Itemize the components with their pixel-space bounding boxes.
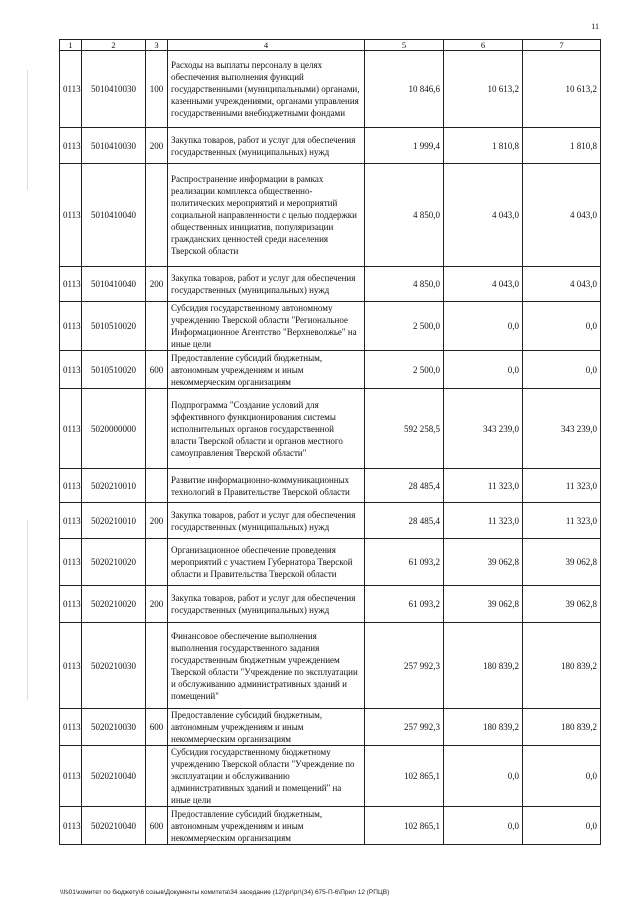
amount-year-3: 180 839,2: [523, 709, 601, 746]
amount-year-2: 0,0: [444, 302, 523, 351]
section-code: 0113: [60, 469, 82, 503]
target-item-code: 5010410040: [82, 164, 146, 267]
table-row: [60, 623, 601, 709]
section-code: 0113: [60, 539, 82, 586]
amount-year-1: 2 500,0: [365, 351, 444, 389]
target-item-code: 5010410030: [82, 128, 146, 164]
expense-type-code: 200: [146, 128, 168, 164]
target-item-code: 5010510020: [82, 351, 146, 389]
amount-year-2: 39 062,8: [444, 586, 523, 623]
amount-year-3: 4 043,0: [523, 164, 601, 267]
amount-year-1: 102 865,1: [365, 807, 444, 845]
target-item-code: 5020210030: [82, 623, 146, 709]
amount-year-2: 11 323,0: [444, 503, 523, 539]
item-name: Подпрограмма "Создание условий для эффективного функционирования системы исполнительных органов государственной власти Тверской области и органов местного самоуправления Тверской области": [168, 389, 365, 469]
target-item-code: 5020210010: [82, 469, 146, 503]
amount-year-2: 180 839,2: [444, 623, 523, 709]
section-code: 0113: [60, 51, 82, 128]
table-row: [60, 503, 601, 539]
item-name: Распространение информации в рамках реализации комплекса общественно-политических мероприятий и мероприятий социальной направленности с целью поддержки общественных инициатив, популяризации гражданских ценностей среди населения Тверской области: [168, 164, 365, 267]
target-item-code: 5020000000: [82, 389, 146, 469]
amount-year-1: 28 485,4: [365, 503, 444, 539]
table-row: [60, 267, 601, 302]
expense-type-code: 200: [146, 503, 168, 539]
amount-year-1: 257 992,3: [365, 623, 444, 709]
amount-year-1: 2 500,0: [365, 302, 444, 351]
amount-year-3: 4 043,0: [523, 267, 601, 302]
expense-type-code: [146, 623, 168, 709]
amount-year-1: 102 865,1: [365, 746, 444, 807]
amount-year-1: 1 999,4: [365, 128, 444, 164]
expense-type-code: 100: [146, 51, 168, 128]
item-name: Развитие информационно-коммуникационных технологий в Правительстве Тверской области: [168, 469, 365, 503]
item-name: Предоставление субсидий бюджетным, автономным учреждениям и иным некоммерческим организациям: [168, 807, 365, 845]
amount-year-2: 10 613,2: [444, 51, 523, 128]
table-row: [60, 586, 601, 623]
target-item-code: 5010510020: [82, 302, 146, 351]
item-name: Закупка товаров, работ и услуг для обеспечения государственных (муниципальных) нужд: [168, 267, 365, 302]
amount-year-1: 61 093,2: [365, 586, 444, 623]
table-row: [60, 539, 601, 586]
amount-year-3: 0,0: [523, 351, 601, 389]
amount-year-3: 39 062,8: [523, 586, 601, 623]
expense-type-code: 600: [146, 351, 168, 389]
column-header: 4: [168, 40, 365, 51]
target-item-code: 5020210010: [82, 503, 146, 539]
amount-year-3: 0,0: [523, 807, 601, 845]
amount-year-1: 28 485,4: [365, 469, 444, 503]
expense-type-code: 200: [146, 267, 168, 302]
section-code: 0113: [60, 128, 82, 164]
amount-year-3: 10 613,2: [523, 51, 601, 128]
budget-table: [59, 39, 601, 845]
item-name: Субсидия государственному автономному учреждению Тверской области "Региональное Информационное Агентство "Верхневолжье" на иные цели: [168, 302, 365, 351]
item-name: Предоставление субсидий бюджетным, автономным учреждениям и иным некоммерческим организациям: [168, 351, 365, 389]
column-header: 2: [82, 40, 146, 51]
item-name: Закупка товаров, работ и услуг для обеспечения государственных (муниципальных) нужд: [168, 128, 365, 164]
target-item-code: 5020210020: [82, 586, 146, 623]
expense-type-code: 600: [146, 709, 168, 746]
target-item-code: 5020210030: [82, 709, 146, 746]
amount-year-3: 180 839,2: [523, 623, 601, 709]
page-number: 11: [591, 22, 599, 31]
table-row: [60, 351, 601, 389]
amount-year-3: 1 810,8: [523, 128, 601, 164]
expense-type-code: [146, 746, 168, 807]
amount-year-2: 4 043,0: [444, 267, 523, 302]
expense-type-code: [146, 302, 168, 351]
section-code: 0113: [60, 623, 82, 709]
item-name: Финансовое обеспечение выполнения выполнения государственного задания государственным бюджетным учреждением Тверской области "Учреждение по эксплуатации и обслуживанию административных зданий и помещений": [168, 623, 365, 709]
expense-type-code: [146, 539, 168, 586]
table-row: [60, 164, 601, 267]
section-code: 0113: [60, 164, 82, 267]
amount-year-1: 592 258,5: [365, 389, 444, 469]
section-code: 0113: [60, 267, 82, 302]
table-row: [60, 128, 601, 164]
amount-year-3: 343 239,0: [523, 389, 601, 469]
table-row: [60, 709, 601, 746]
expense-type-code: [146, 469, 168, 503]
item-name: Закупка товаров, работ и услуг для обеспечения государственных (муниципальных) нужд: [168, 586, 365, 623]
section-code: 0113: [60, 302, 82, 351]
margin-mark: [27, 520, 28, 700]
amount-year-3: 11 323,0: [523, 469, 601, 503]
expense-type-code: 600: [146, 807, 168, 845]
amount-year-2: 180 839,2: [444, 709, 523, 746]
section-code: 0113: [60, 586, 82, 623]
amount-year-2: 0,0: [444, 746, 523, 807]
table-row: [60, 746, 601, 807]
table-row: [60, 51, 601, 128]
amount-year-1: 61 093,2: [365, 539, 444, 586]
table-row: [60, 807, 601, 845]
amount-year-3: 39 062,8: [523, 539, 601, 586]
section-code: 0113: [60, 503, 82, 539]
amount-year-1: 10 846,6: [365, 51, 444, 128]
item-name: Предоставление субсидий бюджетным, автономным учреждениям и иным некоммерческим организациям: [168, 709, 365, 746]
column-header: 3: [146, 40, 168, 51]
amount-year-1: 4 850,0: [365, 164, 444, 267]
column-header: 6: [444, 40, 523, 51]
target-item-code: 5020210040: [82, 746, 146, 807]
table-row: [60, 389, 601, 469]
section-code: 0113: [60, 709, 82, 746]
column-header: 5: [365, 40, 444, 51]
amount-year-1: 4 850,0: [365, 267, 444, 302]
item-name: Расходы на выплаты персоналу в целях обеспечения выполнения функций государственными (муниципальными) органами, казенными учреждениями, органами управления государственными внебюджетными фондами: [168, 51, 365, 128]
target-item-code: 5010410040: [82, 267, 146, 302]
amount-year-3: 0,0: [523, 302, 601, 351]
section-code: 0113: [60, 389, 82, 469]
amount-year-2: 0,0: [444, 351, 523, 389]
expense-type-code: [146, 164, 168, 267]
amount-year-1: 257 992,3: [365, 709, 444, 746]
target-item-code: 5010410030: [82, 51, 146, 128]
section-code: 0113: [60, 351, 82, 389]
amount-year-2: 4 043,0: [444, 164, 523, 267]
table-row: [60, 302, 601, 351]
amount-year-2: 39 062,8: [444, 539, 523, 586]
expense-type-code: [146, 389, 168, 469]
section-code: 0113: [60, 807, 82, 845]
column-header: 1: [60, 40, 82, 51]
header-row: [60, 40, 601, 51]
amount-year-2: 11 323,0: [444, 469, 523, 503]
margin-mark: [27, 70, 28, 190]
column-header: 7: [523, 40, 601, 51]
file-path-footer: \\fs01\комитет по бюджету\6 созыв\Документы комитета\34 заседание (12)\рг\рг\(34) 675-П-6\Прил 12 (РПЦВ): [60, 889, 390, 896]
item-name: Организационное обеспечение проведения мероприятий с участием Губернатора Тверской области и Правительства Тверской области: [168, 539, 365, 586]
section-code: 0113: [60, 746, 82, 807]
amount-year-3: 11 323,0: [523, 503, 601, 539]
amount-year-2: 343 239,0: [444, 389, 523, 469]
expense-type-code: 200: [146, 586, 168, 623]
amount-year-2: 1 810,8: [444, 128, 523, 164]
table-row: [60, 469, 601, 503]
amount-year-3: 0,0: [523, 746, 601, 807]
item-name: Субсидия государственному бюджетному учреждению Тверской области "Учреждение по эксплуатации и обслуживанию административных зданий и помещений" на иные цели: [168, 746, 365, 807]
item-name: Закупка товаров, работ и услуг для обеспечения государственных (муниципальных) нужд: [168, 503, 365, 539]
target-item-code: 5020210020: [82, 539, 146, 586]
target-item-code: 5020210040: [82, 807, 146, 845]
amount-year-2: 0,0: [444, 807, 523, 845]
